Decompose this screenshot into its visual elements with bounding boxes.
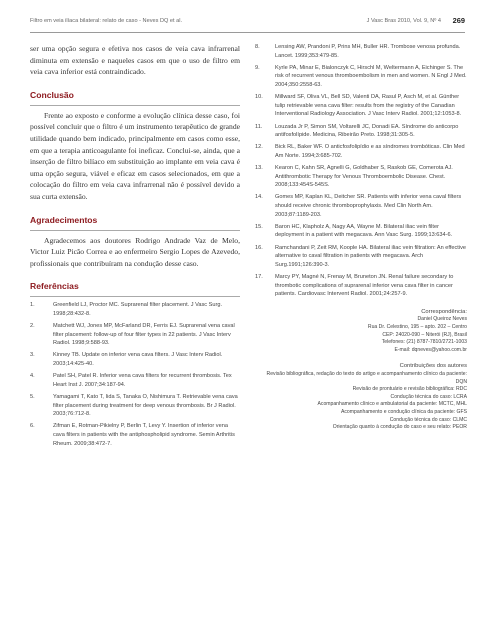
reference-text: Kinney TB. Update on inferior vena cava filters. J Vasc Interv Radiol. 2003;14:425-40. bbox=[53, 352, 223, 368]
reference-item bbox=[255, 164, 467, 190]
reference-number: 9. bbox=[255, 64, 260, 71]
reference-item bbox=[255, 244, 467, 270]
contribution-line: Condução técnica do caso: LCRA bbox=[390, 393, 467, 400]
reference-number: 10. bbox=[255, 94, 263, 101]
reference-number: 8. bbox=[255, 44, 260, 50]
reference-item bbox=[255, 273, 467, 299]
reference-number: 14. bbox=[255, 194, 263, 201]
reference-number: 15. bbox=[255, 223, 263, 230]
reference-item bbox=[255, 64, 467, 90]
reference-item bbox=[255, 123, 467, 140]
reference-text: Kyrle PA, Minar E, Bialonczyk C, Hirschl M, Weltermann A, Eichinger S. The risk of recurrent venous thromboembolism in men and women. N Engl J Med. 2004;350:2558-63. bbox=[275, 64, 467, 88]
header-rule bbox=[30, 32, 465, 33]
reference-text: Baron HC, Klapholz A, Nagy AA, Wayne M. Bilateral iliac vein filter deployment in a patient with megacava. Ann Vasc Surg. 1999;13:634-6. bbox=[275, 223, 453, 239]
page-number: 269 bbox=[452, 16, 465, 25]
reference-text: Louzada Jr P, Simon SM, Voltarelli JC, Donadi EA. Síndrome do anticorpo antifosfolípide. Medicina, Ribeirão Preto. 1998;31:305-5. bbox=[275, 123, 459, 139]
reference-number: 11. bbox=[255, 123, 263, 130]
right-column bbox=[255, 43, 467, 432]
reference-number: 17. bbox=[255, 274, 263, 280]
reference-number: 6. bbox=[30, 423, 35, 430]
reference-text: Kearon C, Kahn SR, Agnelli G, Goldhaber S, Raskob GE, Comerota AJ. Antithrombotic Therapy for Venous Thromboembolic Disease. Chest. 2008;133:454S-545S. bbox=[275, 165, 453, 189]
reference-item bbox=[255, 43, 467, 60]
conclusion-heading: Conclusão bbox=[30, 90, 240, 106]
intro-paragraph: ser uma opção segura e efetiva nos casos de veia cava infrarrenal diminuta em extensão e naqueles casos em que o uso de filtro em veia cava inferior está contraindicado. bbox=[30, 44, 240, 77]
contribution-line: Revisão de prontuário e revisão bibliográfica: RDC bbox=[352, 386, 467, 393]
reference-number: 1. bbox=[30, 302, 35, 309]
contributions-block bbox=[255, 363, 467, 431]
contribution-line: Acompanhamento clínico e ambulatorial da paciente: MCTC, MHL bbox=[317, 401, 467, 408]
reference-item bbox=[30, 351, 240, 368]
reference-number: 3. bbox=[30, 352, 35, 359]
reference-item bbox=[30, 422, 240, 448]
reference-text: Matchett WJ, Jones MP, McFarland DR, Ferris EJ. Suprarenal vena caval filter placement: follow-up of four filter types in 22 patients. J Vasc Interv Radiol. 1998;9:588-93. bbox=[53, 323, 235, 347]
contribution-line: Acompanhamento e condução clínica da paciente: GFS bbox=[340, 408, 467, 415]
reference-text: Yamagami T, Kato T, Iida S, Tanaka O, Nishimura T. Retrievable vena cava filter placement during treatment for deep venous thrombosis. Br J Radiol. 2003;76:712-8. bbox=[53, 394, 238, 418]
reference-text: Gomes MP, Kaplan KL, Deitcher SR. Patients with inferior vena caval filters should receive chronic thromboprophylaxis. Med Clin North Am. 2003;87:1189-203. bbox=[275, 194, 462, 218]
correspondence-line: E-mail: dqneves@yahoo.com.br bbox=[394, 346, 467, 353]
reference-text: Patel SH, Patel R. Inferior vena cava filters for recurrent thrombosis. Tex Heart Inst J. 2007;34:187-94. bbox=[53, 373, 232, 388]
acknowledgements-paragraph: Agradecemos aos doutores Rodrigo Andrade Vaz de Melo, Victor Luiz Picão Correa e ao enfermeiro Sergio Lopes de Azevedo, profissionais que contribuíram na condução desse caso. bbox=[30, 235, 240, 268]
contribution-line: Orientação quanto à condução do caso e seu relato: PEOR bbox=[332, 424, 467, 431]
reference-text: Bick RL, Baker WF. O anticfosfolipídio e as síndromes trombóticas. Clin Med Am Norte. 1994;3:685-702. bbox=[275, 144, 465, 159]
references-heading: Referências bbox=[30, 281, 240, 297]
contributions-title: Contribuições dos autores bbox=[399, 363, 467, 370]
reference-item bbox=[30, 372, 240, 389]
reference-list-continued bbox=[255, 43, 467, 299]
reference-number: 12. bbox=[255, 144, 263, 151]
reference-number: 2. bbox=[30, 323, 35, 330]
reference-item bbox=[255, 143, 467, 160]
correspondence-line: Rua Dr. Celestino, 195 – apto. 202 – Centro bbox=[367, 323, 467, 330]
header-article-title: Filtro em veia ilíaca bilateral: relato de caso - Neves DQ et al. bbox=[30, 18, 183, 24]
reference-number: 4. bbox=[30, 373, 35, 380]
reference-text: Marcy PY, Magné N, Frenay M, Bruneton JN. Renal failure secondary to thrombotic complications of suprarenal inferior vena cava filter in cancer patients. Cardiovasc Intervent Radiol. 2001;24:257-9. bbox=[275, 274, 454, 298]
reference-item bbox=[255, 93, 467, 119]
reference-text: Ramchandani P, Zeit RM, Koople HA. Bilateral iliac vein filtration: An effective alternative to caval filtration in patients with megacava. Arch Surg.1991;126:390-3. bbox=[275, 244, 467, 268]
correspondence-line: Daniel Queiroz Neves bbox=[417, 316, 467, 323]
reference-text: Millward SF, Oliva VL, Bell SD, Valenti DA, Rasul P, Asch M, et al. Günther tulip retrievable vena cava filter: results from the registry of the Canadian Interventional Radiology Association. J Vasc Interv Radiol. 2001;12:1053-8. bbox=[275, 94, 462, 118]
reference-item bbox=[30, 301, 240, 318]
reference-number: 13. bbox=[255, 165, 263, 172]
reference-number: 16. bbox=[255, 244, 263, 251]
reference-item bbox=[30, 322, 240, 348]
correspondence-line: CEP: 24020-090 – Niterói (RJ), Brasil bbox=[382, 331, 467, 338]
left-column bbox=[30, 43, 240, 452]
reference-text: Lensing AW, Prandoni P, Prins MH, Buller HR. Trombose venosa profunda. Lancet. 1999;353:479-85. bbox=[275, 44, 461, 59]
reference-text: Greenfield LJ, Proctor MC. Suprarenal filter placement. J Vasc Surg. 1998;28:432-8. bbox=[53, 302, 223, 317]
reference-text: Zifman E, Rotman-Pikielny P, Berlin T, Levy Y. Insertion of inferior vena cava filters in patients with the antiphospholipid syndrome. Semin Arthritis Rheum. 2009;38:472-7. bbox=[53, 423, 235, 447]
contribution-line: Condução técnica do caso: CLMC bbox=[389, 416, 467, 423]
running-header bbox=[30, 15, 465, 29]
reference-item bbox=[255, 223, 467, 240]
acknowledgements-heading: Agradecimentos bbox=[30, 215, 240, 231]
reference-item bbox=[30, 393, 240, 419]
correspondence-block bbox=[255, 309, 467, 355]
reference-number: 5. bbox=[30, 394, 35, 401]
correspondence-line: Telefones: (21) 8787-7810/2721-1003 bbox=[381, 339, 467, 346]
reference-list bbox=[30, 301, 240, 448]
conclusion-paragraph: Frente ao exposto e conforme a evolução clínica desse caso, foi possível concluir que o filtro é um instrumento terapêutico de grande utilidade quando bem indicado, principalmente em casos como esse, em que a terapia anticoagulante foi ineficaz. Conclui-se, ainda, que a inserção de filtro bilíaco em substituição ao implante em veia cava é uma opção segura, viável e eficaz em casos selecionados, em que a colocação do filtro em veia cava infrarrenal não é possível devido a sua curta extensão. bbox=[30, 110, 240, 201]
contribution-line: Revisão bibliográfica, redação do texto do artigo e acompanhamento clínico da paciente: DQN bbox=[266, 370, 467, 385]
header-journal: J Vasc Bras 2010, Vol. 9, Nº 4 bbox=[366, 18, 441, 24]
correspondence-title: Correspondência: bbox=[421, 308, 467, 315]
reference-item bbox=[255, 193, 467, 219]
